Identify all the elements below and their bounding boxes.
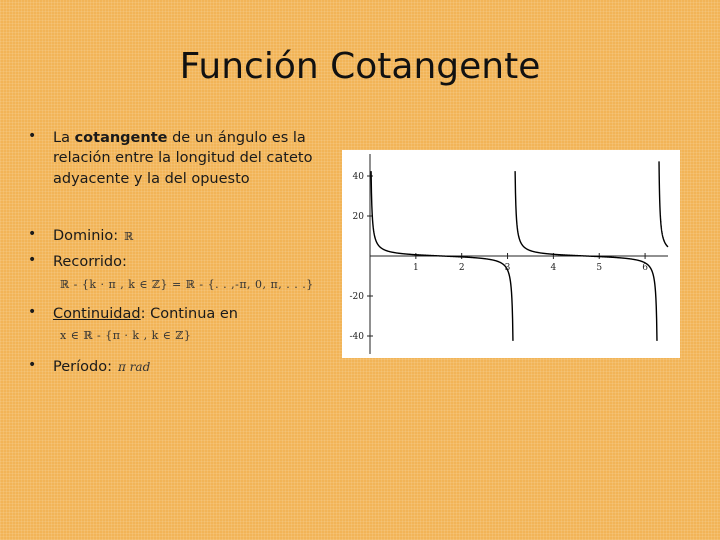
slide-title: Función Cotangente [179,46,541,87]
x-tick-label: 4 [550,263,557,273]
bullet-marker: • [28,357,37,373]
definition-text [53,128,338,189]
y-tick-label: 20 [352,212,364,222]
continuity-rest: : Continua en [140,306,238,322]
period-label: Período: [53,359,112,375]
bullet-marker: • [28,128,37,144]
definition-post: de un ángulo es la relación entre la longitud del cateto adyacente y la del opuesto [53,130,313,187]
y-tick-label: -20 [349,292,364,302]
definition-bold: cotangente [74,130,168,146]
definition-pre: La [53,130,75,146]
cot-branch [659,161,668,247]
x-tick-label: 3 [504,263,511,273]
period-value: π rad [117,360,151,374]
x-tick-label: 5 [596,263,603,273]
x-tick-label: 6 [642,263,648,273]
y-tick-label: 40 [352,172,364,182]
x-tick-label: 1 [412,263,419,273]
continuity-value: x ∈ ℝ - {π · k , k ∈ ℤ} [60,329,192,342]
x-tick-label: 2 [458,263,465,273]
range-value: ℝ - {k · π , k ∈ ℤ} = ℝ - {. . ,-π, 0, π, . . .} [60,278,314,291]
bullet-marker: • [28,252,37,268]
y-tick-label: -40 [349,332,364,342]
cotangent-plot [342,150,680,358]
domain-label: Dominio: [53,228,119,244]
continuity-label: Continuidad [53,306,141,322]
domain-value: ℝ [124,230,134,243]
bullet-marker: • [28,304,37,320]
range-label: Recorrido: [53,254,127,270]
bullet-marker: • [28,226,37,242]
cotangent-graph [342,150,680,358]
